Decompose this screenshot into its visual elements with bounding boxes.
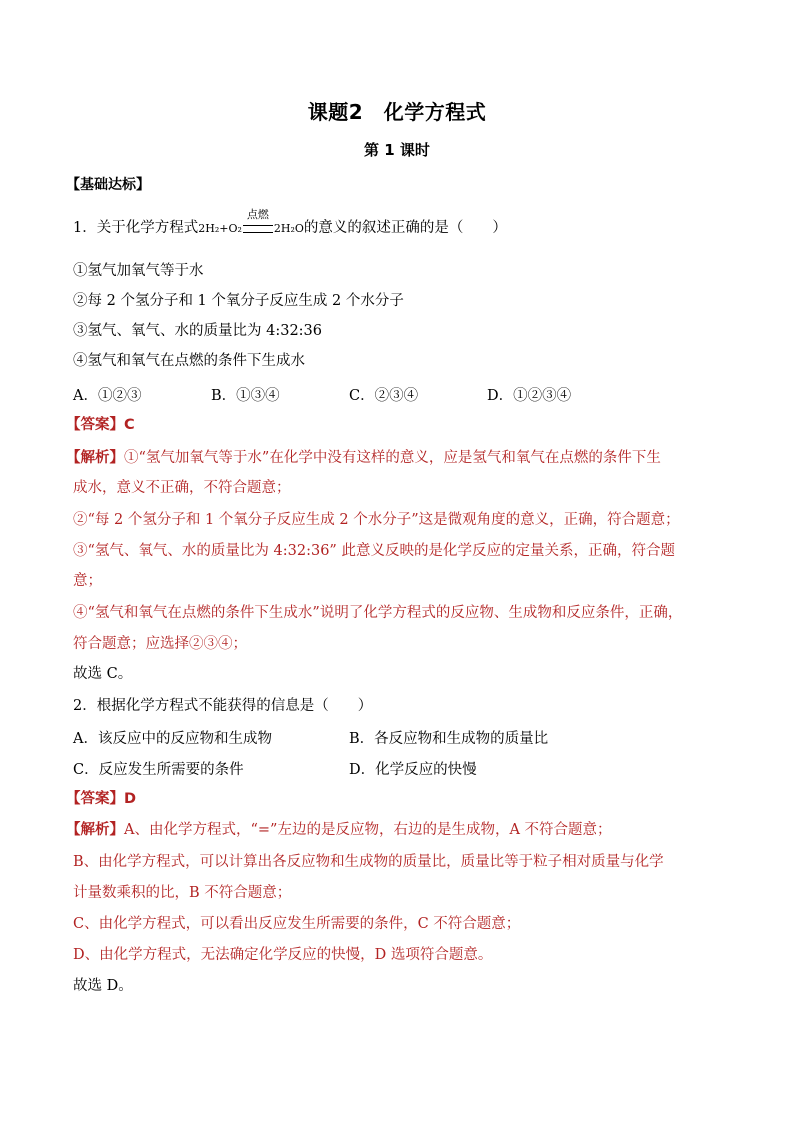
- q1-item-4: ④氢气和氧气在点燃的条件下生成水: [73, 353, 305, 369]
- q1-option-c: C．②③④: [349, 388, 419, 404]
- q2-option-b: B．各反应物和生成物的质量比: [349, 731, 549, 747]
- q2-answer-value: D: [124, 791, 137, 807]
- q1-analysis-line-1: 【解析】①“氢气加氧气等于水”在化学中没有这样的意义，应是氢气和氧气在点燃的条件下生: [66, 450, 661, 466]
- q2-analysis-line-6: 故选 D。: [73, 978, 133, 994]
- q1-analysis-line-4: ③“氢气、氧气、水的质量比为 4:32:36” 此意义反映的是化学反应的定量关系，正确，符合题: [73, 543, 675, 559]
- q1-option-d: D．①②③④: [487, 388, 572, 404]
- q2-analysis-tag: 【解析】: [66, 822, 124, 838]
- q2-analysis-line-4: C、由化学方程式，可以看出反应发生所需要的条件，C 不符合题意；: [73, 916, 521, 932]
- section-header: 【基础达标】: [66, 177, 150, 193]
- q1-analysis-line-6: ④“氢气和氧气在点燃的条件下生成水”说明了化学方程式的反应物、生成物和反应条件，正确，: [73, 605, 683, 621]
- equation-left: 2H₂+O₂: [198, 222, 242, 235]
- q2-analysis-line-2: B、由化学方程式，可以计算出各反应物和生成物的质量比，质量比等于粒子相对质量与化学: [73, 854, 664, 870]
- q1-analysis-line-3: ②“每 2 个氢分子和 1 个氧分子反应生成 2 个水分子”这是微观角度的意义，正确，符合题意；: [73, 512, 680, 528]
- q1-analysis-line-5: 意；: [73, 573, 102, 589]
- q2-answer-tag: 【答案】: [66, 791, 124, 807]
- q1-answer-tag: 【答案】: [66, 417, 124, 433]
- q1-answer-value: C: [124, 417, 135, 433]
- chemical-equation: [198, 208, 304, 239]
- q2-option-c: C．反应发生所需要的条件: [73, 762, 244, 778]
- q1-answer: [66, 415, 726, 435]
- q1-item-1: ①氢气加氧气等于水: [73, 263, 204, 279]
- lesson-subtitle: 第 1 课时: [364, 141, 430, 159]
- q1-analysis-line-8: 故选 C。: [73, 666, 133, 682]
- q1-analysis-tag: 【解析】: [66, 450, 124, 466]
- q1-stem-suffix: 的意义的叙述正确的是（ ）: [303, 220, 507, 236]
- q1-stem-prefix: 1．关于化学方程式: [73, 220, 199, 236]
- q2-analysis-line-3: 计量数乘积的比，B 不符合题意；: [73, 885, 292, 901]
- q1-option-a: A．①②③: [73, 388, 142, 404]
- equation-right: 2H₂O: [273, 222, 304, 235]
- equation-condition: 点燃: [246, 208, 269, 221]
- q2-option-d: D．化学反应的快慢: [349, 762, 477, 778]
- q1-item-3: ③氢气、氧气、水的质量比为 4:32:36: [73, 323, 323, 339]
- q2-analysis-line-5: D、由化学方程式，无法确定化学反应的快慢，D 选项符合题意。: [73, 947, 493, 963]
- q1-stem: [73, 208, 733, 239]
- lesson-title: 课题2 化学方程式: [307, 100, 487, 124]
- q1-option-b: B．①③④: [211, 388, 280, 404]
- q1-analysis-line-2: 成水，意义不正确，不符合题意；: [73, 480, 291, 496]
- q2-stem: 2．根据化学方程式不能获得的信息是（ ）: [73, 698, 373, 714]
- q1-analysis-line-7: 符合题意；应选择②③④；: [73, 636, 247, 652]
- q1-item-2: ②每 2 个氢分子和 1 个氧分子反应生成 2 个水分子: [73, 293, 404, 309]
- q2-answer: [66, 789, 726, 809]
- q2-analysis-line-1: 【解析】A、由化学方程式，“=”左边的是反应物，右边的是生成物，A 不符合题意；: [66, 822, 612, 838]
- q2-option-a: A．该反应中的反应物和生成物: [73, 731, 272, 747]
